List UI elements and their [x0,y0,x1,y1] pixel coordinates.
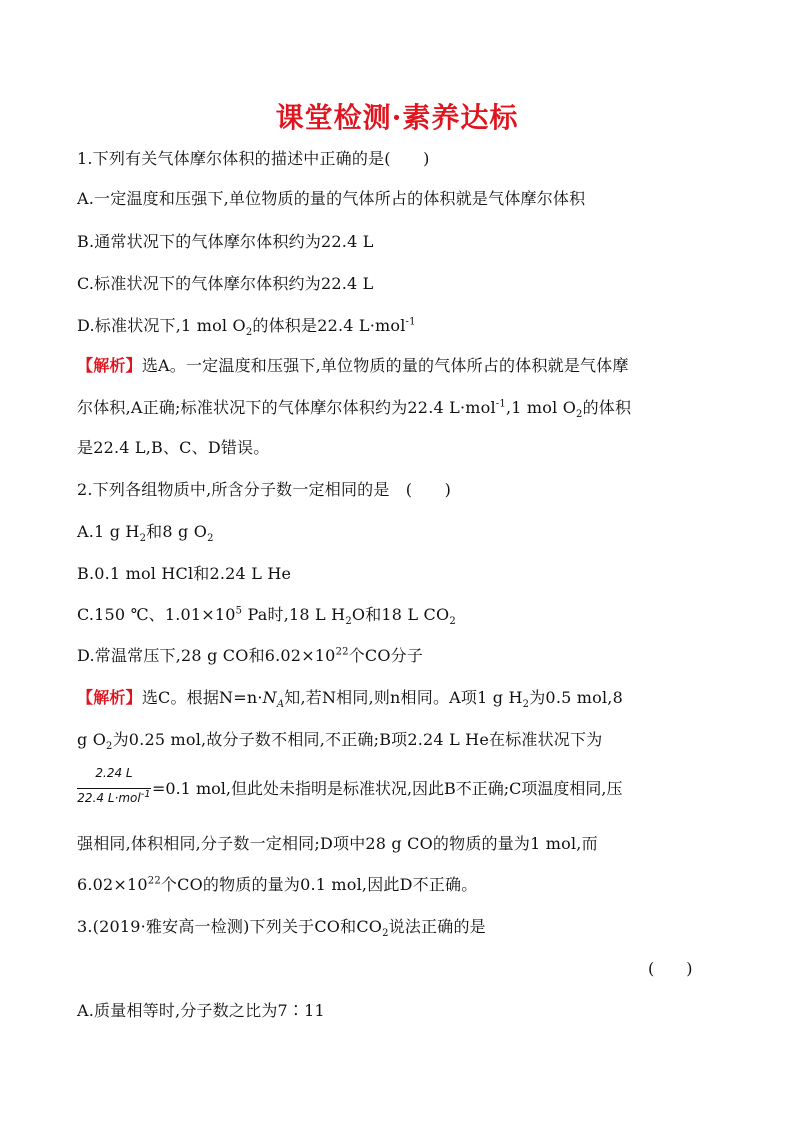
text: g O [77,730,107,749]
question-1-stem: 1.下列有关气体摩尔体积的描述中正确的是( ) [77,149,430,168]
text: 22.4 L·mol [77,791,141,805]
fraction [77,764,151,810]
question-1-option-c: C.标准状况下的气体摩尔体积约为22.4 L [77,274,374,293]
avogadro-symbol: N [262,688,277,707]
text: C.150 ℃、1.01×10 [77,605,236,624]
subscript: 2 [106,741,113,753]
text: 尔体积,A正确;标准状况下的气体摩尔体积约为22.4 L·mol [77,398,496,417]
text: 为0.5 mol,8 [529,688,623,707]
explanation-tag: 【解析】 [77,688,142,707]
question-1-option-a: A.一定温度和压强下,单位物质的量的气体所占的体积就是气体摩尔体积 [77,189,586,208]
question-2-explanation-line-2 [77,729,602,751]
superscript: -1 [495,398,506,410]
subscript: 2 [449,616,456,628]
question-1-explanation-line-1 [77,355,629,377]
text: 的体积 [582,398,632,417]
subscript: A [276,699,285,711]
question-2-explanation-line-3: =0.1 mol,但此处未指明是标准状况,因此B不正确;C项温度相同,压 [152,779,623,798]
text: Pa时,18 L H [242,605,346,624]
question-2-explanation-line-1 [77,687,623,709]
fraction-denominator [77,791,151,805]
subscript: 2 [522,699,530,711]
text: 3.(2019·雅安高一检测)下列关于CO和CO [77,917,383,936]
text: 知,若N相同,则n相同。A项1 g H [284,688,523,707]
text: 和8 g O [146,522,208,541]
question-2-option-d [77,645,423,667]
page-title: 课堂检测·素养达标 [275,101,519,134]
text: 个CO分子 [348,646,424,665]
question-2-option-a [77,521,214,543]
question-2-stem: 2.下列各组物质中,所含分子数一定相同的是 ( ) [77,480,452,499]
text: 选C。根据N=n· [141,688,263,707]
superscript: -1 [140,789,151,800]
text: 说法正确的是 [388,917,486,936]
text: 个CO的物质的量为0.1 mol,因此D不正确。 [160,875,478,894]
question-1-explanation-line-3: 是22.4 L,B、C、D错误。 [77,438,270,457]
text: 选A。一定温度和压强下,单位物质的量的气体所占的体积就是气体摩 [141,356,629,375]
subscript: 2 [139,533,147,545]
question-3-stem [77,916,486,938]
fraction-numerator: 2.24 L [95,766,133,780]
text: D.标准状况下,1 mol O [77,316,246,335]
superscript: 22 [147,875,161,887]
question-1-option-d [77,315,416,337]
text: D.常温常压下,28 g CO和6.02×10 [77,646,336,665]
superscript: 22 [335,646,349,658]
text: 为0.25 mol,故分子数不相同,不正确;B项2.24 L He在标准状况下为 [112,730,603,749]
question-2-explanation-line-5 [77,874,477,896]
text: O和18 L CO [351,605,450,624]
subscript: 2 [576,409,583,421]
text: A.1 g H [77,522,140,541]
subscript: 2 [382,928,389,940]
subscript: 2 [245,327,253,339]
subscript: 2 [207,533,214,545]
question-1-option-b: B.通常状况下的气体摩尔体积约为22.4 L [77,232,374,251]
superscript: -1 [405,316,416,328]
text: 的体积是22.4 L·mol [252,316,406,335]
text: 6.02×10 [77,875,148,894]
answer-parentheses: ( ) [648,959,693,978]
subscript: 2 [345,616,352,628]
question-2-explanation-line-4: 强相同,体积相同,分子数一定相同;D项中28 g CO的物质的量为1 mol,而 [77,834,598,853]
question-2-option-c [77,604,456,626]
superscript: 5 [235,605,243,617]
question-1-explanation-line-2 [77,397,631,419]
question-2-option-b: B.0.1 mol HCl和2.24 L He [77,564,292,583]
text: ,1 mol O [505,398,577,417]
question-3-option-a: A.质量相等时,分子数之比为7∶11 [77,1001,325,1020]
explanation-tag: 【解析】 [77,356,142,375]
